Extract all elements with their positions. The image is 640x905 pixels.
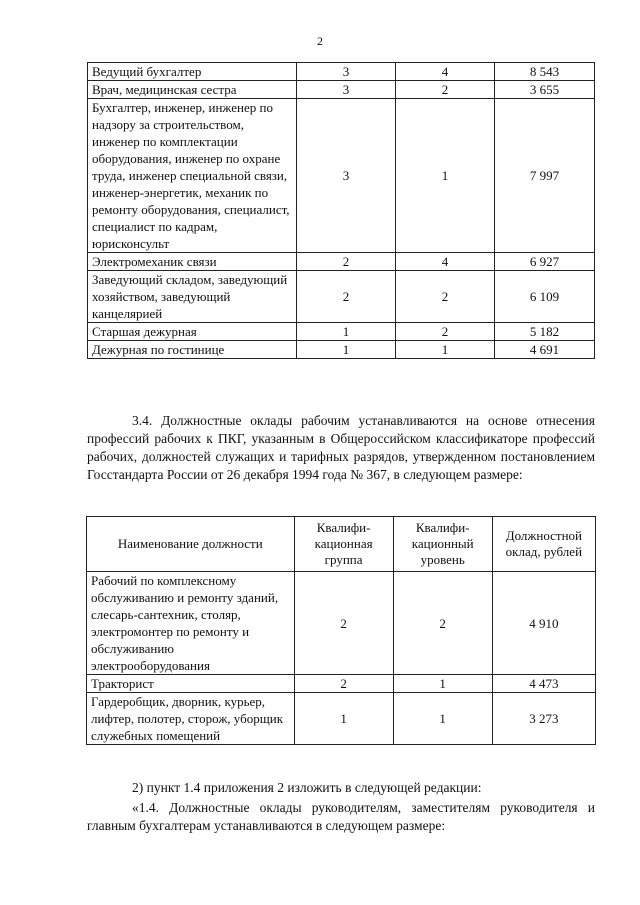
table-row [88, 253, 595, 271]
qualification-level: 1 [396, 341, 495, 359]
header-qualification-group: Квалифи-кационная группа [294, 517, 393, 572]
table-header-row [87, 517, 596, 572]
qualification-group: 1 [297, 323, 396, 341]
qualification-level: 1 [393, 675, 492, 693]
table-row [87, 693, 596, 745]
position-name: Врач, медицинская сестра [88, 81, 297, 99]
qualification-group: 2 [297, 271, 396, 323]
qualification-group: 2 [297, 253, 396, 271]
table-row [88, 99, 595, 253]
qualification-level: 1 [396, 99, 495, 253]
salary-value: 8 543 [495, 63, 595, 81]
position-name: Электромеханик связи [88, 253, 297, 271]
salary-table-employees [87, 62, 595, 359]
salary-value: 6 927 [495, 253, 595, 271]
qualification-group: 1 [294, 693, 393, 745]
qualification-level: 2 [396, 271, 495, 323]
table-row [88, 63, 595, 81]
qualification-group: 3 [297, 81, 396, 99]
qualification-group: 1 [297, 341, 396, 359]
table-row [87, 572, 596, 675]
salary-value: 5 182 [495, 323, 595, 341]
qualification-group: 3 [297, 63, 396, 81]
table-row [88, 271, 595, 323]
position-name: Старшая дежурная [88, 323, 297, 341]
qualification-group: 3 [297, 99, 396, 253]
paragraph-3-4: 3.4. Должностные оклады рабочим устанавливаются на основе отнесения профессий рабочих к ПКГ, указанным в Общероссийском классификаторе профессий рабочих, должностей служащих и тарифных разрядов, утвержденном постановлением Госстандарта России от 26 декабря 1994 года № 367, в следующем размере: [87, 413, 595, 482]
salary-value: 3 273 [492, 693, 595, 745]
salary-value: 7 997 [495, 99, 595, 253]
position-name: Рабочий по комплексному обслуживанию и ремонту зданий, слесарь-сантехник, столяр, электромонтер по ремонту и обслуживанию электрооборудования [87, 572, 295, 675]
qualification-group: 2 [294, 572, 393, 675]
position-name: Тракторист [87, 675, 295, 693]
header-salary: Должностной оклад, рублей [492, 517, 595, 572]
paragraph-item-2: 2) пункт 1.4 приложения 2 изложить в следующей редакции: [132, 780, 482, 795]
position-name: Ведущий бухгалтер [88, 63, 297, 81]
position-name: Дежурная по гостинице [88, 341, 297, 359]
position-name: Заведующий складом, заведующий хозяйством, заведующий канцелярией [88, 271, 297, 323]
table-row [88, 81, 595, 99]
position-name: Бухгалтер, инженер, инженер по надзору за строительством, инженер по комплектации оборудования, инженер по охране труда, инженер специальной связи, инженер-энергетик, механик по ремонту оборудования, специалист, специалист по кадрам, юрисконсульт [88, 99, 297, 253]
salary-value: 4 691 [495, 341, 595, 359]
salary-value: 4 473 [492, 675, 595, 693]
paragraph-1-4: «1.4. Должностные оклады руководителям, заместителям руководителя и главным бухгалтерам устанавливаются в следующем размере: [87, 800, 595, 833]
salary-value: 4 910 [492, 572, 595, 675]
salary-value: 6 109 [495, 271, 595, 323]
position-name: Гардеробщик, дворник, курьер, лифтер, полотер, сторож, уборщик служебных помещений [87, 693, 295, 745]
qualification-level: 4 [396, 63, 495, 81]
qualification-level: 4 [396, 253, 495, 271]
qualification-group: 2 [294, 675, 393, 693]
table-row [88, 323, 595, 341]
table-row [88, 341, 595, 359]
table-row [87, 675, 596, 693]
qualification-level: 2 [396, 323, 495, 341]
page-number: 2 [317, 34, 323, 48]
salary-value: 3 655 [495, 81, 595, 99]
header-qualification-level: Квалифи-кационный уровень [393, 517, 492, 572]
qualification-level: 1 [393, 693, 492, 745]
qualification-level: 2 [393, 572, 492, 675]
salary-table-workers [86, 516, 596, 745]
qualification-level: 2 [396, 81, 495, 99]
header-position-name: Наименование должности [87, 517, 295, 572]
